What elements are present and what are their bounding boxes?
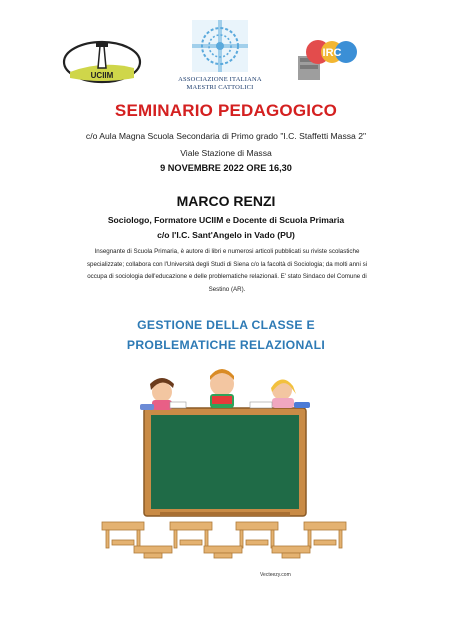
irc-logo <box>298 34 360 84</box>
uciim-logo-text: UCIIM <box>90 71 114 80</box>
seminar-title: SEMINARIO PEDAGOGICO <box>114 101 338 120</box>
speaker-bio: Insegnante di Scuola Primaria, è autore di libri e numerosi articoli pubblicati su riviste scolastiche specializzate; collabora con l'Università degli Studi di Siena c/o la facoltà di Sociologia; da molti anni si occupa di sociologia dell'educazione e delle problematiche relazionali. E' stato Sindaco del Comune di Sestino (AR). <box>86 248 368 294</box>
speaker-role-line1: Sociologo, Formatore UCIIM e Docente di Scuola Primaria <box>107 215 345 225</box>
child-left-icon <box>140 378 186 410</box>
image-credit: Vecteezy.com <box>260 572 291 578</box>
venue-line: c/o Aula Magna Scuola Secondaria di Primo grado "I.C. Staffetti Massa 2" <box>85 131 367 141</box>
child-right-icon <box>250 379 310 408</box>
topic-line2: PROBLEMATICHE RELAZIONALI <box>126 338 326 352</box>
blackboard-icon <box>144 408 306 516</box>
child-middle-icon <box>210 369 234 408</box>
topic-line1: GESTIONE DELLA CLASSE E <box>137 318 315 332</box>
aimc-name-line2: MAESTRI CATTOLICI <box>186 84 254 91</box>
street-line: Viale Stazione di Massa <box>180 148 272 158</box>
event-datetime: 9 NOVEMBRE 2022 ORE 16,30 <box>160 163 292 173</box>
aimc-emblem-icon <box>170 18 270 74</box>
speaker-name: MARCO RENZI <box>176 193 276 209</box>
aimc-name-line1: ASSOCIAZIONE ITALIANA <box>178 76 262 83</box>
aimc-logo <box>170 18 270 98</box>
classroom-illustration <box>100 362 348 562</box>
speaker-role-line2: c/o l'I.C. Sant'Angelo in Vado (PU) <box>157 230 295 240</box>
irc-logo-text: IRC <box>322 47 342 59</box>
school-desks-icon <box>102 522 346 558</box>
uciim-logo <box>60 38 144 84</box>
